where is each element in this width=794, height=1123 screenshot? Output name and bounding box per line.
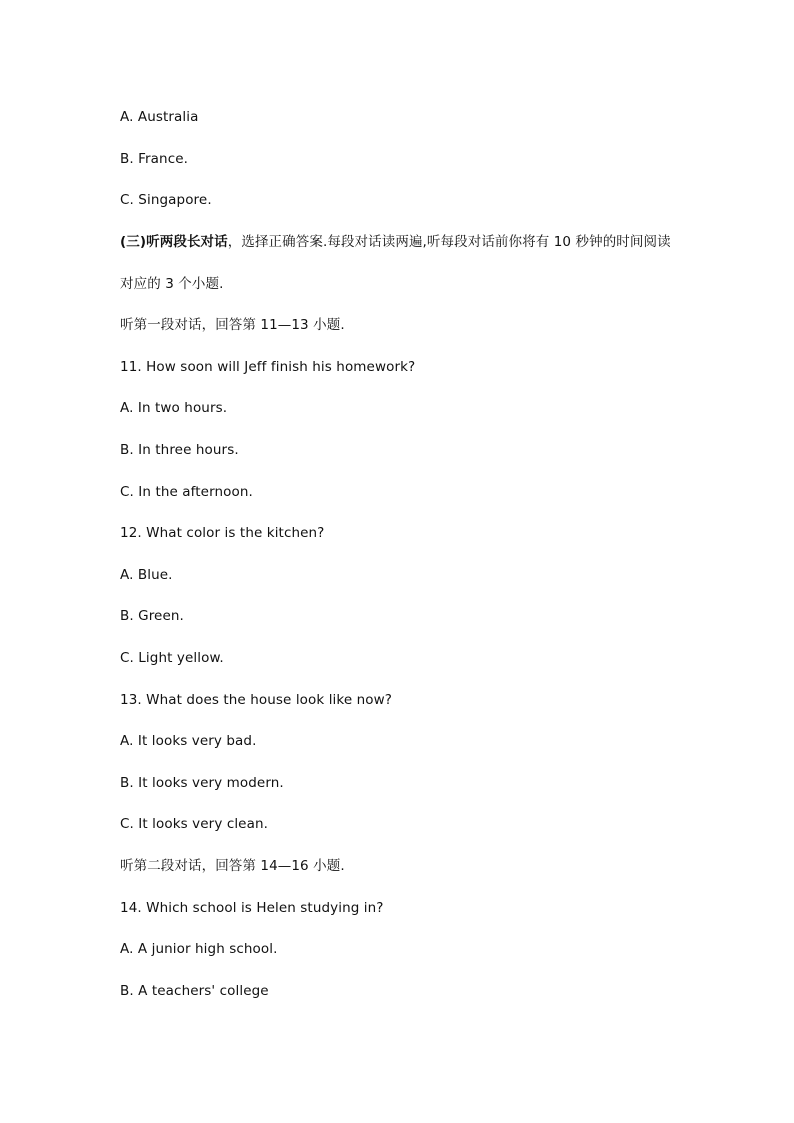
dialogue-2-intro: 听第二段对话，回答第 14—16 小题. (120, 858, 345, 874)
option-b-france: B. France. (120, 151, 189, 167)
question-13: 13. What does the house look like now? (120, 692, 393, 708)
question-14: 14. Which school is Helen studying in? (120, 900, 384, 916)
question-13-option-b: B. It looks very modern. (120, 775, 284, 791)
section-3-heading-bold: (三)听两段长对话 (120, 234, 228, 250)
question-12-option-a: A. Blue. (120, 567, 173, 583)
section-3-heading-continued: 对应的 3 个小题. (120, 276, 224, 292)
question-13-option-a: A. It looks very bad. (120, 733, 257, 749)
option-c-singapore: C. Singapore. (120, 192, 212, 208)
question-12: 12. What color is the kitchen? (120, 525, 325, 541)
section-3-heading-rest: ，选择正确答案.每段对话读两遍,听每段对话前你将有 10 秒钟的时间阅读 (227, 234, 671, 250)
question-12-option-c: C. Light yellow. (120, 650, 224, 666)
question-11-option-c: C. In the afternoon. (120, 484, 253, 500)
question-11-option-b: B. In three hours. (120, 442, 239, 458)
question-12-option-b: B. Green. (120, 608, 184, 624)
question-13-option-c: C. It looks very clean. (120, 816, 269, 832)
question-14-option-b: B. A teachers' college (120, 983, 269, 999)
question-11: 11. How soon will Jeff finish his homework? (120, 359, 416, 375)
section-3-heading (120, 233, 671, 251)
question-14-option-a: A. A junior high school. (120, 941, 278, 957)
question-11-option-a: A. In two hours. (120, 400, 228, 416)
option-a-australia: A. Australia (120, 109, 199, 125)
dialogue-1-intro: 听第一段对话，回答第 11—13 小题. (120, 317, 345, 333)
